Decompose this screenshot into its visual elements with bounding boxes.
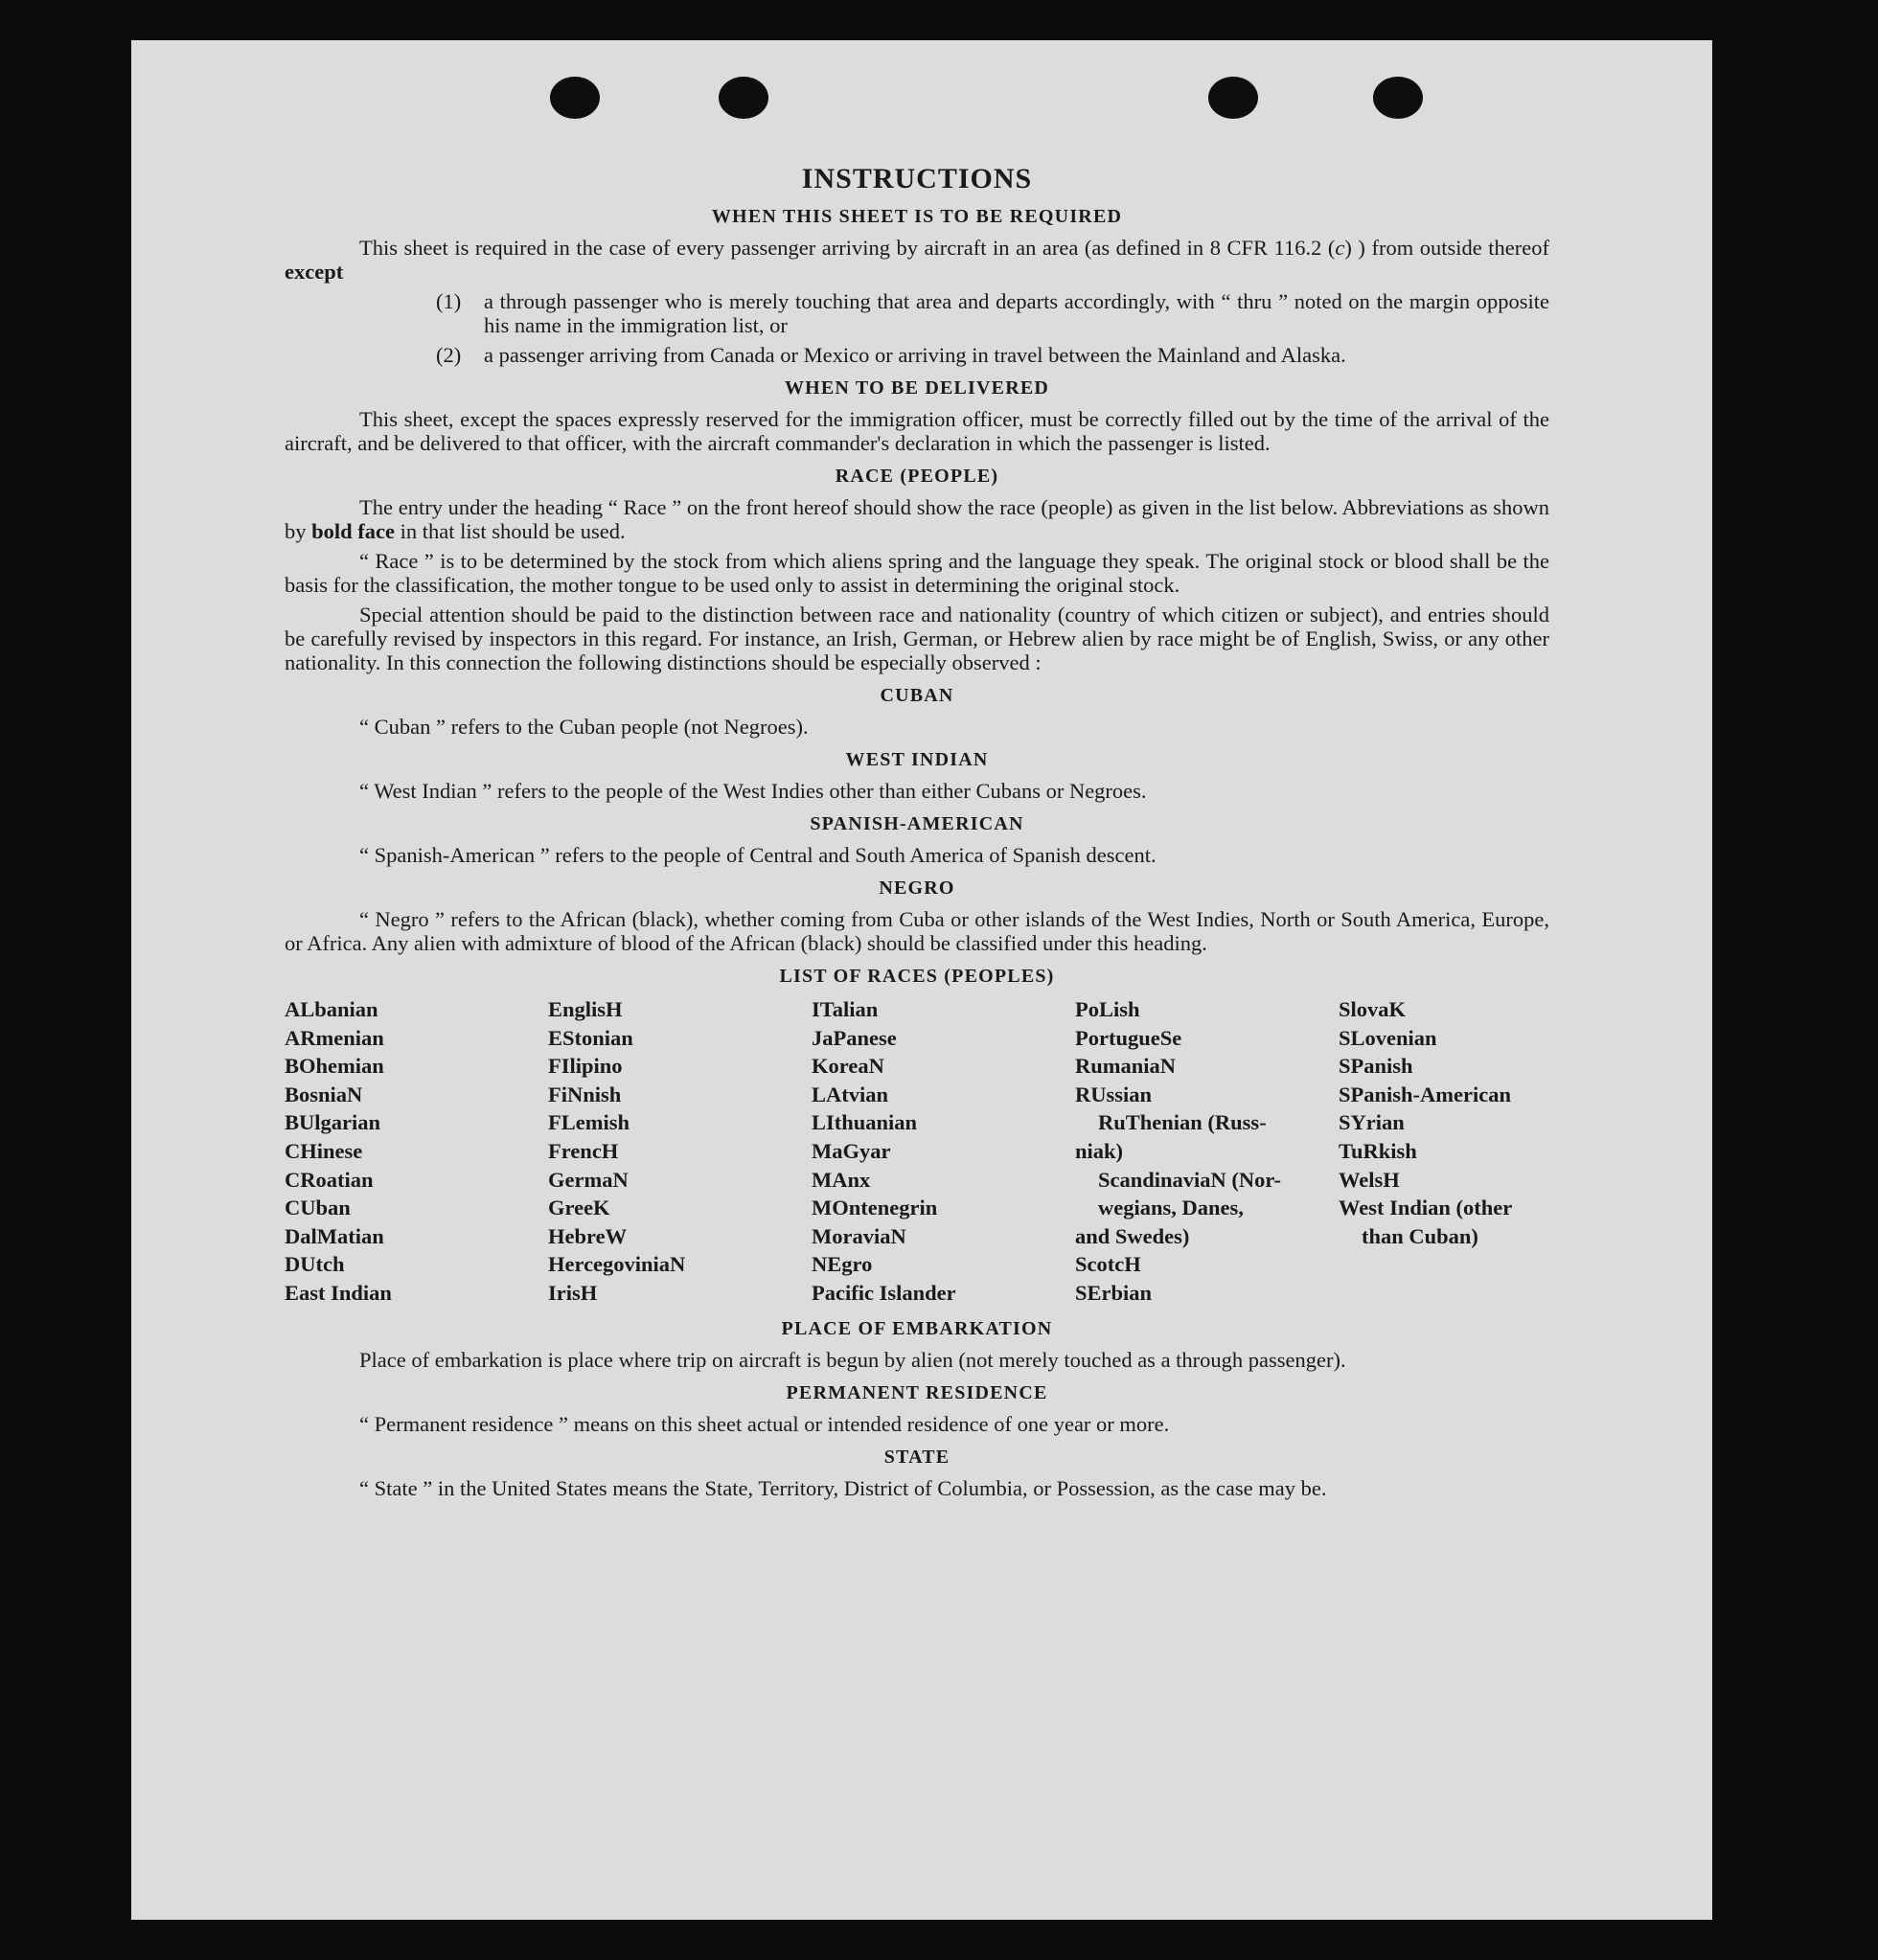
race-item-continued: RuThenian (Russ- xyxy=(1098,1110,1267,1135)
race-item: SLovenian xyxy=(1339,1025,1437,1050)
race-item: MaGyar xyxy=(812,1138,891,1163)
race-item: CHinese xyxy=(285,1138,363,1163)
race-item: BosniaN xyxy=(285,1082,363,1106)
race-item: FrencH xyxy=(548,1138,619,1163)
spanish-american-text: “ Spanish-American ” refers to the people of Central and South America of Spanish descent. xyxy=(359,843,1157,867)
heading-negro: NEGRO xyxy=(879,877,955,899)
exception-item-2: (2) a passenger arriving from Canada or Mexico or arriving in travel between the Mainland and Alaska. xyxy=(436,343,1346,367)
exception-item-1: (1) a through passenger who is merely touching that area and departs accordingly, with “ thru ” noted on the margin opposite his name in the immigration list, or xyxy=(436,289,1549,337)
heading-spanish-american: SPANISH-AMERICAN xyxy=(810,813,1024,834)
race-item: LIthuanian xyxy=(812,1110,918,1135)
race-item: PortugueSe xyxy=(1075,1025,1182,1050)
race-item: CRoatian xyxy=(285,1167,374,1192)
race-item: ITalian xyxy=(812,997,879,1021)
races-column-5 xyxy=(1339,995,1559,1308)
race-item: RumaniaN xyxy=(1075,1054,1177,1079)
race-item-continued: wegians, Danes, xyxy=(1098,1196,1244,1220)
residence-text: “ Permanent residence ” means on this sheet actual or intended residence of one year or more. xyxy=(359,1411,1170,1436)
race-paragraph-1: The entry under the heading “ Race ” on the front hereof should show the race (people) as given in the list below. Abbreviations as shown by bold face in that list should be used. xyxy=(285,495,1549,543)
race-paragraph-2: “ Race ” is to be determined by the stock from which aliens spring and the language they speak. The original stock or blood shall be the basis for the classification, the mother tongue to be used only to assist in determining the original stock. xyxy=(285,549,1549,597)
race-item: NEgro xyxy=(812,1252,873,1277)
race-item: SPanish-American xyxy=(1339,1082,1511,1106)
race-item: GreeK xyxy=(548,1196,610,1220)
race-item: RUssian xyxy=(1075,1082,1153,1106)
race-item: KoreaN xyxy=(812,1054,884,1079)
race-item-continued: than Cuban) xyxy=(1362,1223,1478,1248)
punch-hole-2 xyxy=(719,77,768,119)
document-sheet xyxy=(131,40,1712,1920)
race-item: WelsH xyxy=(1339,1167,1400,1192)
punch-hole-1 xyxy=(550,77,600,119)
heading-race: RACE (PEOPLE) xyxy=(835,466,999,487)
race-item: and Swedes) xyxy=(1075,1223,1190,1248)
races-column-2 xyxy=(548,995,812,1308)
race-item: SlovaK xyxy=(1339,997,1407,1021)
embarkation-text: Place of embarkation is place where trip on aircraft is begun by alien (not merely touched as a through passenger). xyxy=(359,1347,1346,1372)
heading-permanent-residence: PERMANENT RESIDENCE xyxy=(786,1381,1048,1403)
race-item: JaPanese xyxy=(812,1025,897,1050)
race-item: ARmenian xyxy=(285,1025,384,1050)
heading-list-of-races: LIST OF RACES (PEOPLES) xyxy=(779,966,1055,987)
races-column-3 xyxy=(812,995,1075,1308)
state-text: “ State ” in the United States means the State, Territory, District of Columbia, or Possession, as the case may be. xyxy=(359,1475,1327,1500)
races-list xyxy=(285,995,1549,1308)
race-item: FLemish xyxy=(548,1110,630,1135)
heading-when-delivered: WHEN TO BE DELIVERED xyxy=(784,377,1050,399)
west-indian-text: “ West Indian ” refers to the people of the West Indies other than either Cubans or Negroes. xyxy=(359,779,1147,803)
race-item-continued: ScandinaviaN (Nor- xyxy=(1098,1167,1282,1192)
race-item: DUtch xyxy=(285,1252,345,1277)
heading-when-required: WHEN THIS SHEET IS TO BE REQUIRED xyxy=(711,206,1123,227)
punch-hole-4 xyxy=(1373,77,1423,119)
heading-embarkation: PLACE OF EMBARKATION xyxy=(781,1317,1053,1339)
race-item: ScotcH xyxy=(1075,1252,1141,1277)
race-item: SPanish xyxy=(1339,1054,1413,1079)
race-item: TuRkish xyxy=(1339,1138,1417,1163)
race-item: BUlgarian xyxy=(285,1110,381,1135)
race-item: MoraviaN xyxy=(812,1223,906,1248)
race-item: BOhemian xyxy=(285,1054,384,1079)
race-item: HebreW xyxy=(548,1223,628,1248)
race-item: LAtvian xyxy=(812,1082,889,1106)
races-column-4 xyxy=(1075,995,1339,1308)
race-item: MAnx xyxy=(812,1167,871,1192)
race-item: EStonian xyxy=(548,1025,633,1050)
instructions-content xyxy=(285,163,1549,1506)
heading-cuban: CUBAN xyxy=(880,685,954,706)
race-paragraph-3: Special attention should be paid to the distinction between race and nationality (country of which citizen or subject), and entries should be carefully revised by inspectors in this regard. For instance, an Irish, German, or Hebrew alien by race might be of English, Swiss, or any other nationality. In this connection the following distinctions should be especially observed : xyxy=(285,603,1549,674)
race-item: PoLish xyxy=(1075,997,1140,1021)
race-item: DalMatian xyxy=(285,1223,384,1248)
race-item: niak) xyxy=(1075,1138,1124,1163)
race-item: EnglisH xyxy=(548,997,623,1021)
race-item: FiNnish xyxy=(548,1082,622,1106)
race-item: SYrian xyxy=(1339,1110,1405,1135)
race-item: FIlipino xyxy=(548,1054,623,1079)
negro-text: “ Negro ” refers to the African (black), whether coming from Cuba or other islands of the West Indies, North or South America, Europe, or Africa. Any alien with admixture of blood of the African (black) should be classified under this heading. xyxy=(285,907,1549,955)
when-required-intro: This sheet is required in the case of every passenger arriving by aircraft in an area (as defined in 8 CFR 116.2 (c) ) from outside thereof except xyxy=(285,236,1549,284)
race-item: ALbanian xyxy=(285,997,378,1021)
when-delivered-text: This sheet, except the spaces expressly reserved for the immigration officer, must be correctly filled out by the time of the arrival of the aircraft, and be delivered to that officer, with the aircraft commander's declaration in which the passenger is listed. xyxy=(285,407,1549,455)
race-item: GermaN xyxy=(548,1167,629,1192)
race-item: IrisH xyxy=(548,1280,598,1305)
race-item: Pacific Islander xyxy=(812,1280,956,1305)
race-item: CUban xyxy=(285,1196,351,1220)
page-title: INSTRUCTIONS xyxy=(801,163,1033,194)
heading-state: STATE xyxy=(883,1446,950,1468)
races-column-1 xyxy=(285,995,548,1308)
race-item: MOntenegrin xyxy=(812,1196,938,1220)
race-item: East Indian xyxy=(285,1280,392,1305)
race-item: West Indian (other xyxy=(1339,1196,1513,1220)
race-item: HercegoviniaN xyxy=(548,1252,686,1277)
punch-hole-3 xyxy=(1208,77,1258,119)
race-item: SErbian xyxy=(1075,1280,1153,1305)
heading-west-indian: WEST INDIAN xyxy=(845,749,989,770)
cuban-text: “ Cuban ” refers to the Cuban people (not Negroes). xyxy=(359,715,809,739)
